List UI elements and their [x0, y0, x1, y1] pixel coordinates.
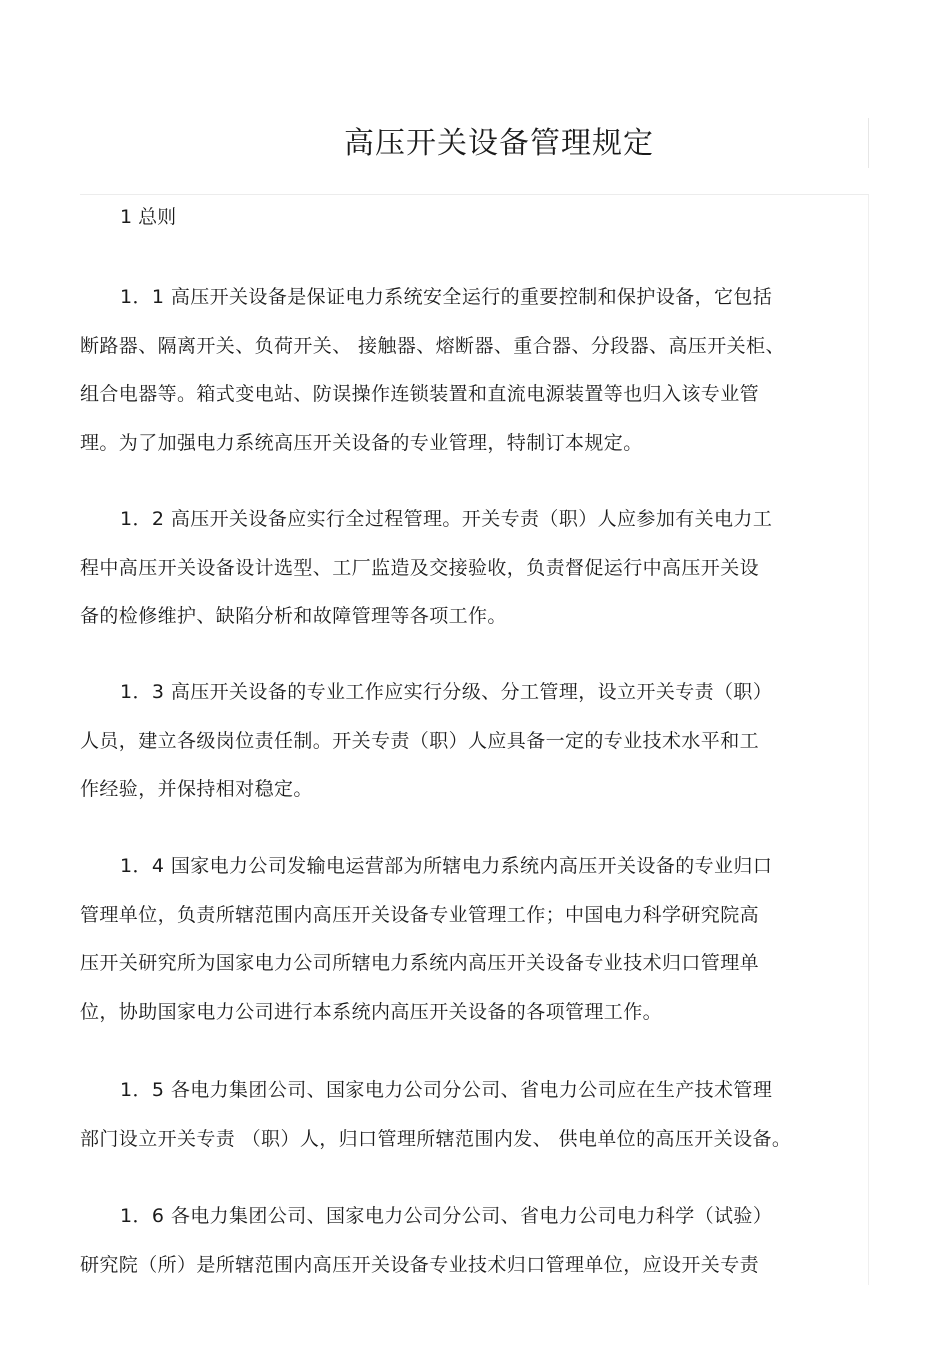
- paragraph-1-5: [80, 1066, 860, 1163]
- paragraph-line: 程中高压开关设备设计选型、工厂监造及交接验收，负责督促运行中高压开关设: [80, 556, 760, 579]
- paragraph-line: 人员，建立各级岗位责任制。开关专责（职）人应具备一定的专业技术水平和工: [80, 729, 760, 752]
- paragraph-line: 1．4 国家电力公司发输电运营部为所辖电力系统内高压开关设备的专业归口: [120, 855, 773, 877]
- paragraph-line: 压开关研究所为国家电力公司所辖电力系统内高压开关设备专业技术归口管理单: [80, 952, 760, 974]
- section-heading: 1 总则: [120, 206, 177, 228]
- paragraph-line: 理。为了加强电力系统高压开关设备的专业管理，特制订本规定。: [80, 431, 643, 454]
- paragraph-line: 1．1 高压开关设备是保证电力系统安全运行的重要控制和保护设备，它包括: [120, 286, 773, 308]
- paragraph-line: 部门设立开关专责 （职）人，归口管理所辖范围内发、 供电单位的高压开关设备。: [80, 1127, 792, 1150]
- paragraph-line: 组合电器等。箱式变电站、防误操作连锁装置和直流电源装置等也归入该专业管: [80, 383, 760, 405]
- header-divider: [80, 194, 869, 195]
- paragraph-line: 研究院（所）是所辖范围内高压开关设备专业技术归口管理单位，应设开关专责: [80, 1253, 760, 1276]
- paragraph-line: 1．2 高压开关设备应实行全过程管理。开关专责（职）人应参加有关电力工: [120, 508, 773, 530]
- paragraph-1-2: [80, 495, 860, 641]
- paragraph-1-1: [80, 273, 860, 467]
- paragraph-1-6: [80, 1192, 860, 1289]
- paragraph-line: 管理单位，负责所辖范围内高压开关设备专业管理工作；中国电力科学研究院高: [80, 903, 760, 926]
- paragraph-line: 位，协助国家电力公司进行本系统内高压开关设备的各项管理工作。: [80, 1000, 663, 1023]
- paragraph-1-3: [80, 668, 860, 814]
- paragraph-line: 1．3 高压开关设备的专业工作应实行分级、分工管理，设立开关专责（职）: [120, 681, 773, 703]
- paragraph-line: 1．6 各电力集团公司、国家电力公司分公司、省电力公司电力科学（试验）: [120, 1205, 773, 1227]
- paragraph-line: 1．5 各电力集团公司、国家电力公司分公司、省电力公司应在生产技术管理: [120, 1079, 773, 1101]
- paragraph-line: 作经验，并保持相对稳定。: [80, 778, 313, 800]
- paragraph-line: 断路器、隔离开关、负荷开关、 接触器、熔断器、重合器、分段器、高压开关柜、: [80, 334, 785, 357]
- paragraph-1-4: [80, 842, 860, 1036]
- paragraph-line: 备的检修维护、缺陷分析和故障管理等各项工作。: [80, 605, 507, 627]
- document-title: 高压开关设备管理规定: [344, 126, 654, 161]
- page-edge-divider-body: [868, 195, 869, 1285]
